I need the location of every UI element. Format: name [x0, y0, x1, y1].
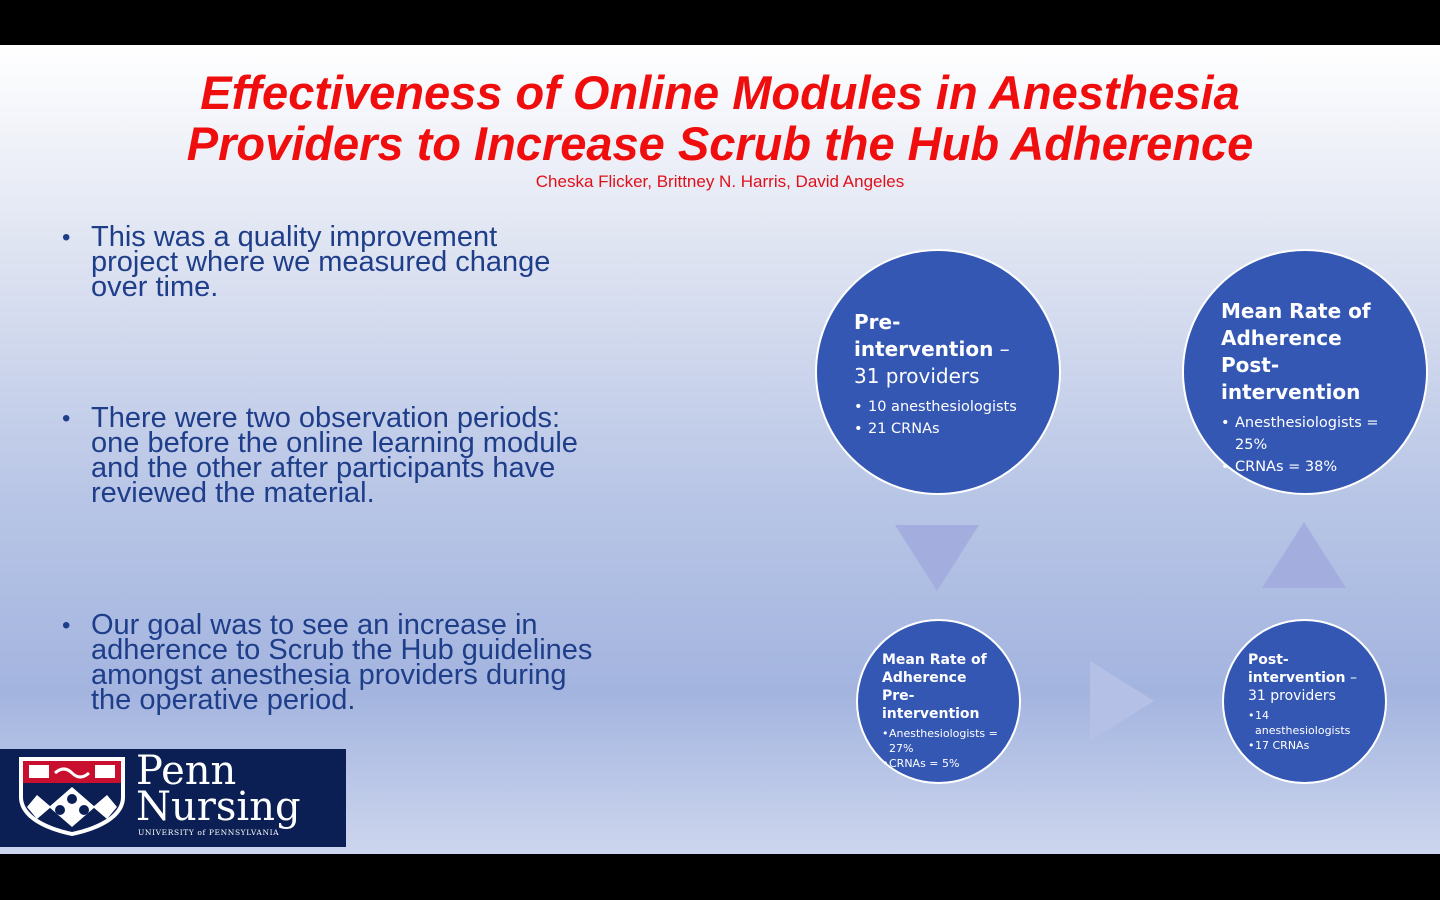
post-intervention-heading-rest: – 31 providers — [1248, 670, 1357, 704]
logo-penn: Penn — [136, 748, 237, 794]
mean-pre-list — [882, 726, 1002, 771]
mean-post-circle — [1182, 249, 1428, 495]
penn-nursing-logo — [0, 749, 346, 847]
pre-intervention-circle — [815, 249, 1061, 495]
logo-nursing: Nursing — [136, 784, 301, 830]
bullet-text: Our goal was to see an increase in adherence to Scrub the Hub guidelines amongst anesthesia providers during the operative period. — [91, 609, 593, 716]
bullet-2 — [62, 402, 622, 509]
pre-intervention-heading-rest: – 31 providers — [854, 337, 1010, 388]
mean-post-list — [1221, 412, 1406, 478]
list-item: • 10 anesthesiologists — [854, 396, 1034, 418]
arrow-down-icon — [895, 525, 979, 591]
list-item: • CRNAs = 38% — [1221, 456, 1406, 478]
bullet-marker: • — [62, 612, 71, 639]
pre-intervention-list — [854, 396, 1034, 440]
logo-university: UNIVERSITY of PENNSYLVANIA — [138, 828, 280, 837]
arrow-up-icon — [1262, 522, 1346, 588]
list-item: • 14 anesthesiologists — [1248, 708, 1358, 738]
pre-intervention-heading-bold: Pre-intervention — [854, 310, 994, 361]
arrow-right-icon — [1090, 661, 1154, 741]
list-item: • 21 CRNAs — [854, 418, 1034, 440]
bullet-text: There were two observation periods: one before the online learning module and the other after participants have reviewed the material. — [91, 402, 578, 509]
pre-intervention-heading — [854, 309, 1034, 390]
title-line-1: Effectiveness of Online Modules in Anesthesia — [200, 66, 1240, 119]
bullet-marker: • — [62, 224, 71, 251]
post-intervention-list — [1248, 708, 1358, 753]
bullet-text: This was a quality improvement project where we measured change over time. — [91, 221, 551, 303]
list-item: • Anesthesiologists = 25% — [1221, 412, 1406, 456]
slide-title — [0, 67, 1440, 169]
slide — [0, 45, 1440, 854]
shield-icon — [17, 755, 127, 837]
list-item: • CRNAs = 5% — [882, 756, 1002, 771]
mean-post-heading: Mean Rate of Adherence Post-intervention — [1221, 299, 1371, 404]
list-item: • Anesthesiologists = 27% — [882, 726, 1002, 756]
mean-pre-circle — [856, 619, 1021, 784]
post-intervention-heading-bold: Post-intervention — [1248, 652, 1346, 686]
title-line-2: Providers to Increase Scrub the Hub Adherence — [186, 117, 1254, 170]
post-intervention-circle — [1222, 619, 1387, 784]
bullet-1 — [62, 221, 622, 303]
authors: Cheska Flicker, Brittney N. Harris, David Angeles — [535, 172, 905, 191]
bullet-marker: • — [62, 405, 71, 432]
bullet-3 — [62, 609, 622, 716]
list-item: • 17 CRNAs — [1248, 738, 1358, 753]
mean-pre-heading: Mean Rate of Adherence Pre-intervention — [882, 652, 987, 722]
post-intervention-heading — [1248, 651, 1358, 705]
